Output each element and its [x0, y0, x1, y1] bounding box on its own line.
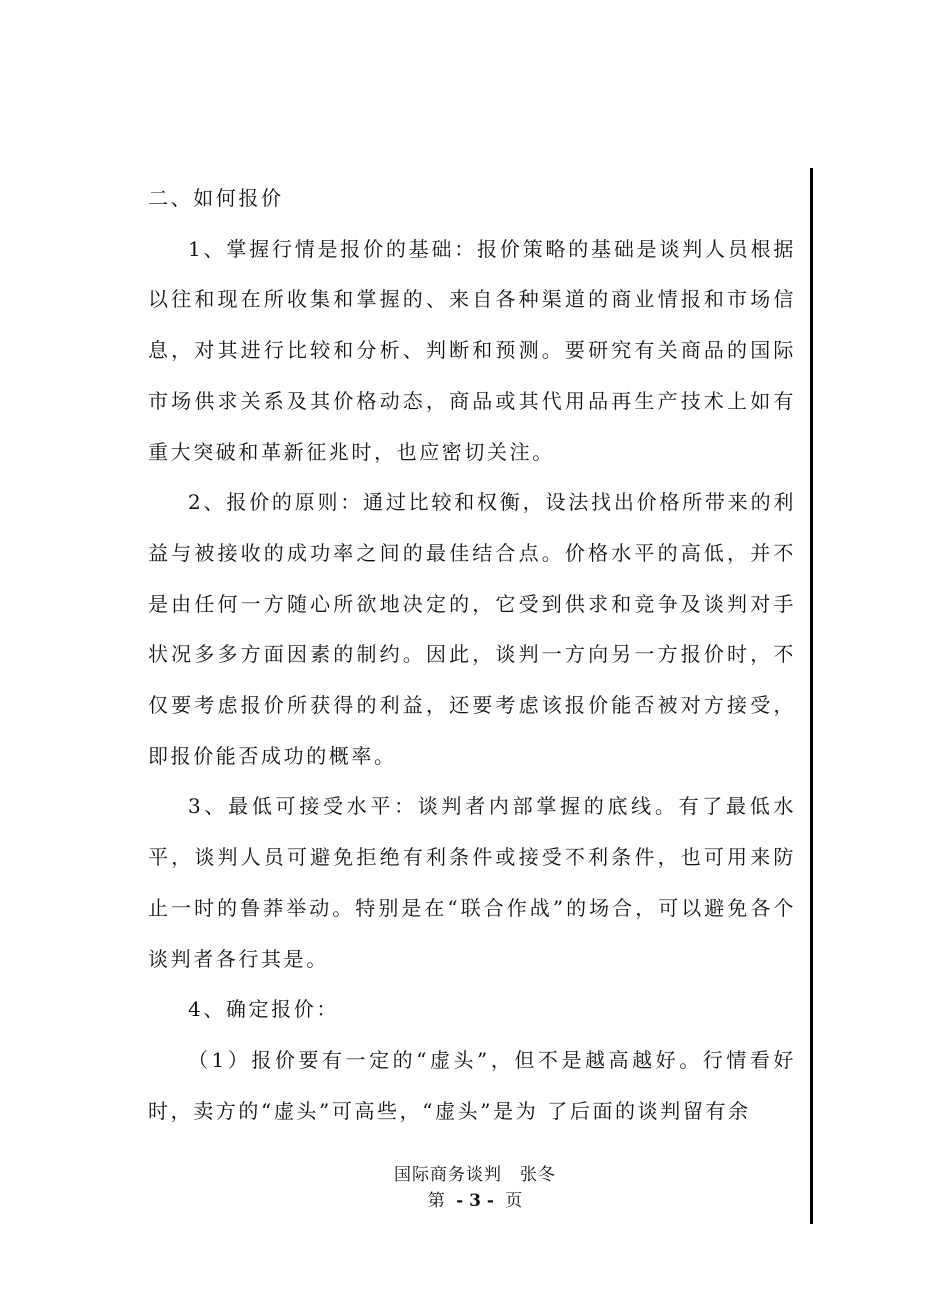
paragraph-quote-margin: （1）报价要有一定的“虚头”，但不是越高越好。行情看好时，卖方的“虚头”可高些，“虚头”是为 了后面的谈判留有余 — [148, 1047, 796, 1123]
paragraph-pricing-principle: 2、报价的原则：通过比较和权衡，设法找出价格所带来的利益与被接收的成功率之间的最佳结合点。价格水平的高低，并不是由任何一方随心所欲地决定的，它受到供求和竞争及谈判对手状况多多方面因素的制约。因此，谈判一方向另一方报价时，不仅要考虑报价所获得的利益，还要考虑该报价能否被对方接受，即报价能否成功的概率。 — [148, 490, 796, 768]
footer-title: 国际商务谈判 张冬 — [394, 1165, 556, 1185]
section-heading: 二、如何报价 — [148, 186, 284, 210]
margin-rule — [810, 168, 813, 1224]
paragraph-determine-quote: 4、确定报价： — [188, 997, 339, 1022]
document-body — [148, 173, 796, 1136]
paragraph-market-conditions: 1、掌握行情是报价的基础：报价策略的基础是谈判人员根据以往和现在所收集和掌握的、来自各种渠道的商业情报和市场信息，对其进行比较和分析、判断和预测。要研究有关商品的国际市场供求关系及其价格动态，商品或其代用品再生产技术上如有重大突破和革新征兆时，也应密切关注。 — [148, 236, 796, 464]
page-prefix: 第 — [427, 1191, 445, 1211]
page-suffix: 页 — [505, 1191, 523, 1211]
footer-page-indicator — [0, 1186, 950, 1211]
page-number: - 3 - — [456, 1191, 494, 1211]
paragraph-minimum-acceptable-level: 3、最低可接受水平：谈判者内部掌握的底线。有了最低水平，谈判人员可避免拒绝有利条件或接受不利条件，也可用来防止一时的鲁莽举动。特别是在“联合作战”的场合，可以避免各个谈判者各行其是。 — [148, 794, 796, 971]
